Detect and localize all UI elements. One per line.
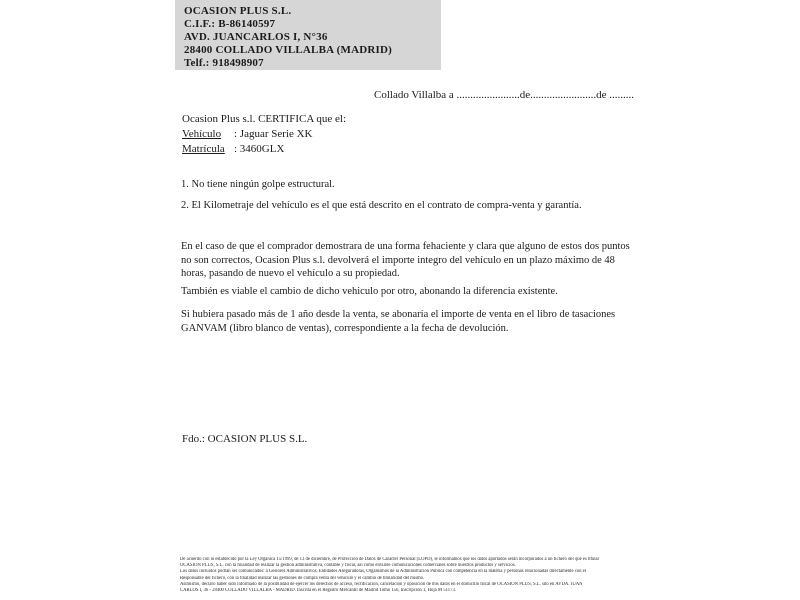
- legal-fine-print: [180, 557, 630, 594]
- company-phone: Telf.: 918498907: [184, 57, 264, 69]
- certification-block: [182, 112, 346, 157]
- point-2: 2. El Kilometraje del vehículo es el que está descrito en el contrato de compra-venta y garantía.: [181, 200, 582, 211]
- certify-intro: Ocasion Plus s.l. CERTIFICA que el:: [182, 113, 347, 125]
- company-header: [175, 0, 441, 70]
- company-city: 28400 COLLADO VILLALBA (MADRID): [184, 44, 392, 56]
- company-address: AVD. JUANCARLOS I, N°36: [184, 31, 328, 43]
- legal-line: Los datos incluidos podrán ser comunicados: a Gestores Administrativos, Entidades Aseguradoras, Organismos de la Administración Pública con competencia en la materia y personas relacionadas directamente con el: [180, 569, 587, 575]
- legal-line: De acuerdo con lo establecido por la Ley Orgánica 15/1999, de 13 de diciembre, de Protección de Datos de Carácter Personal (LOPD), le informamos que los datos aportados serán incorporados a un fichero del que es titular: [180, 557, 600, 562]
- legal-line: Asimismo, declaro haber sido informado de la posibilidad de ejercer los derechos de acceso, rectificación, cancelación y oposición de mis datos en el domicilio fiscal de OCASIÓN PLUS, S.L. sito en AVDA. JUAN: [180, 581, 583, 587]
- paragraph-ganvam: Si hubiera pasado más de 1 año desde la venta, se abonaría el importe de venta en el libro de tasaciones GANVAM (libro blanco de ventas), correspondiente a la fecha de devolución.: [181, 309, 616, 334]
- paragraph-refund: En el caso de que el comprador demostrara de una forma fehaciente y clara que alguno de estos dos puntos no son correctos, Ocasion Plus s.l. devolverá el importe integro del vehículo en un plazo máximo de 48 horas, pasando de nuevo el vehículo a su propiedad.: [181, 241, 630, 279]
- signature-line: Fdo.: OCASION PLUS S.L.: [182, 433, 308, 445]
- plate-label: Matrícula: [182, 143, 225, 155]
- company-cif: C.I.F.: B-86140597: [184, 18, 276, 30]
- plate-value: : 3460GLX: [234, 143, 285, 155]
- plate-row: [182, 142, 346, 157]
- company-name: OCASION PLUS S.L.: [184, 5, 292, 17]
- vehicle-label: Vehículo: [182, 128, 222, 140]
- date-line: Collado Villalba a .......................de........................de .........: [374, 89, 635, 101]
- vehicle-value: : Jaguar Serie XK: [234, 128, 313, 140]
- legal-line: OCASION PLUS, S.L. con la finalidad de realizar la gestión administrativa, contable y fiscal, así como enviarle comunicaciones comerciales sobre nuestros productos y servicios.: [180, 563, 516, 569]
- vehicle-row: [182, 127, 346, 142]
- legal-line: CARLOS I, 36 - 28400 COLLADO VILLALBA - MADRID. Inscrita en el Registro Mercantil de Madrid Tomo 156, Inscripción 1, Hoja M 51173.: [180, 588, 456, 594]
- legal-line: Responsable del fichero, con la finalidad realizar las gestiones de compra venta del vehículo y el cambio de titularidad del mismo.: [180, 575, 425, 581]
- paragraph-exchange: También es viable el cambio de dicho vehiculo por otro, abonando la diferencia existente.: [181, 286, 558, 297]
- point-1: 1. No tiene ningún golpe estructural.: [181, 179, 335, 190]
